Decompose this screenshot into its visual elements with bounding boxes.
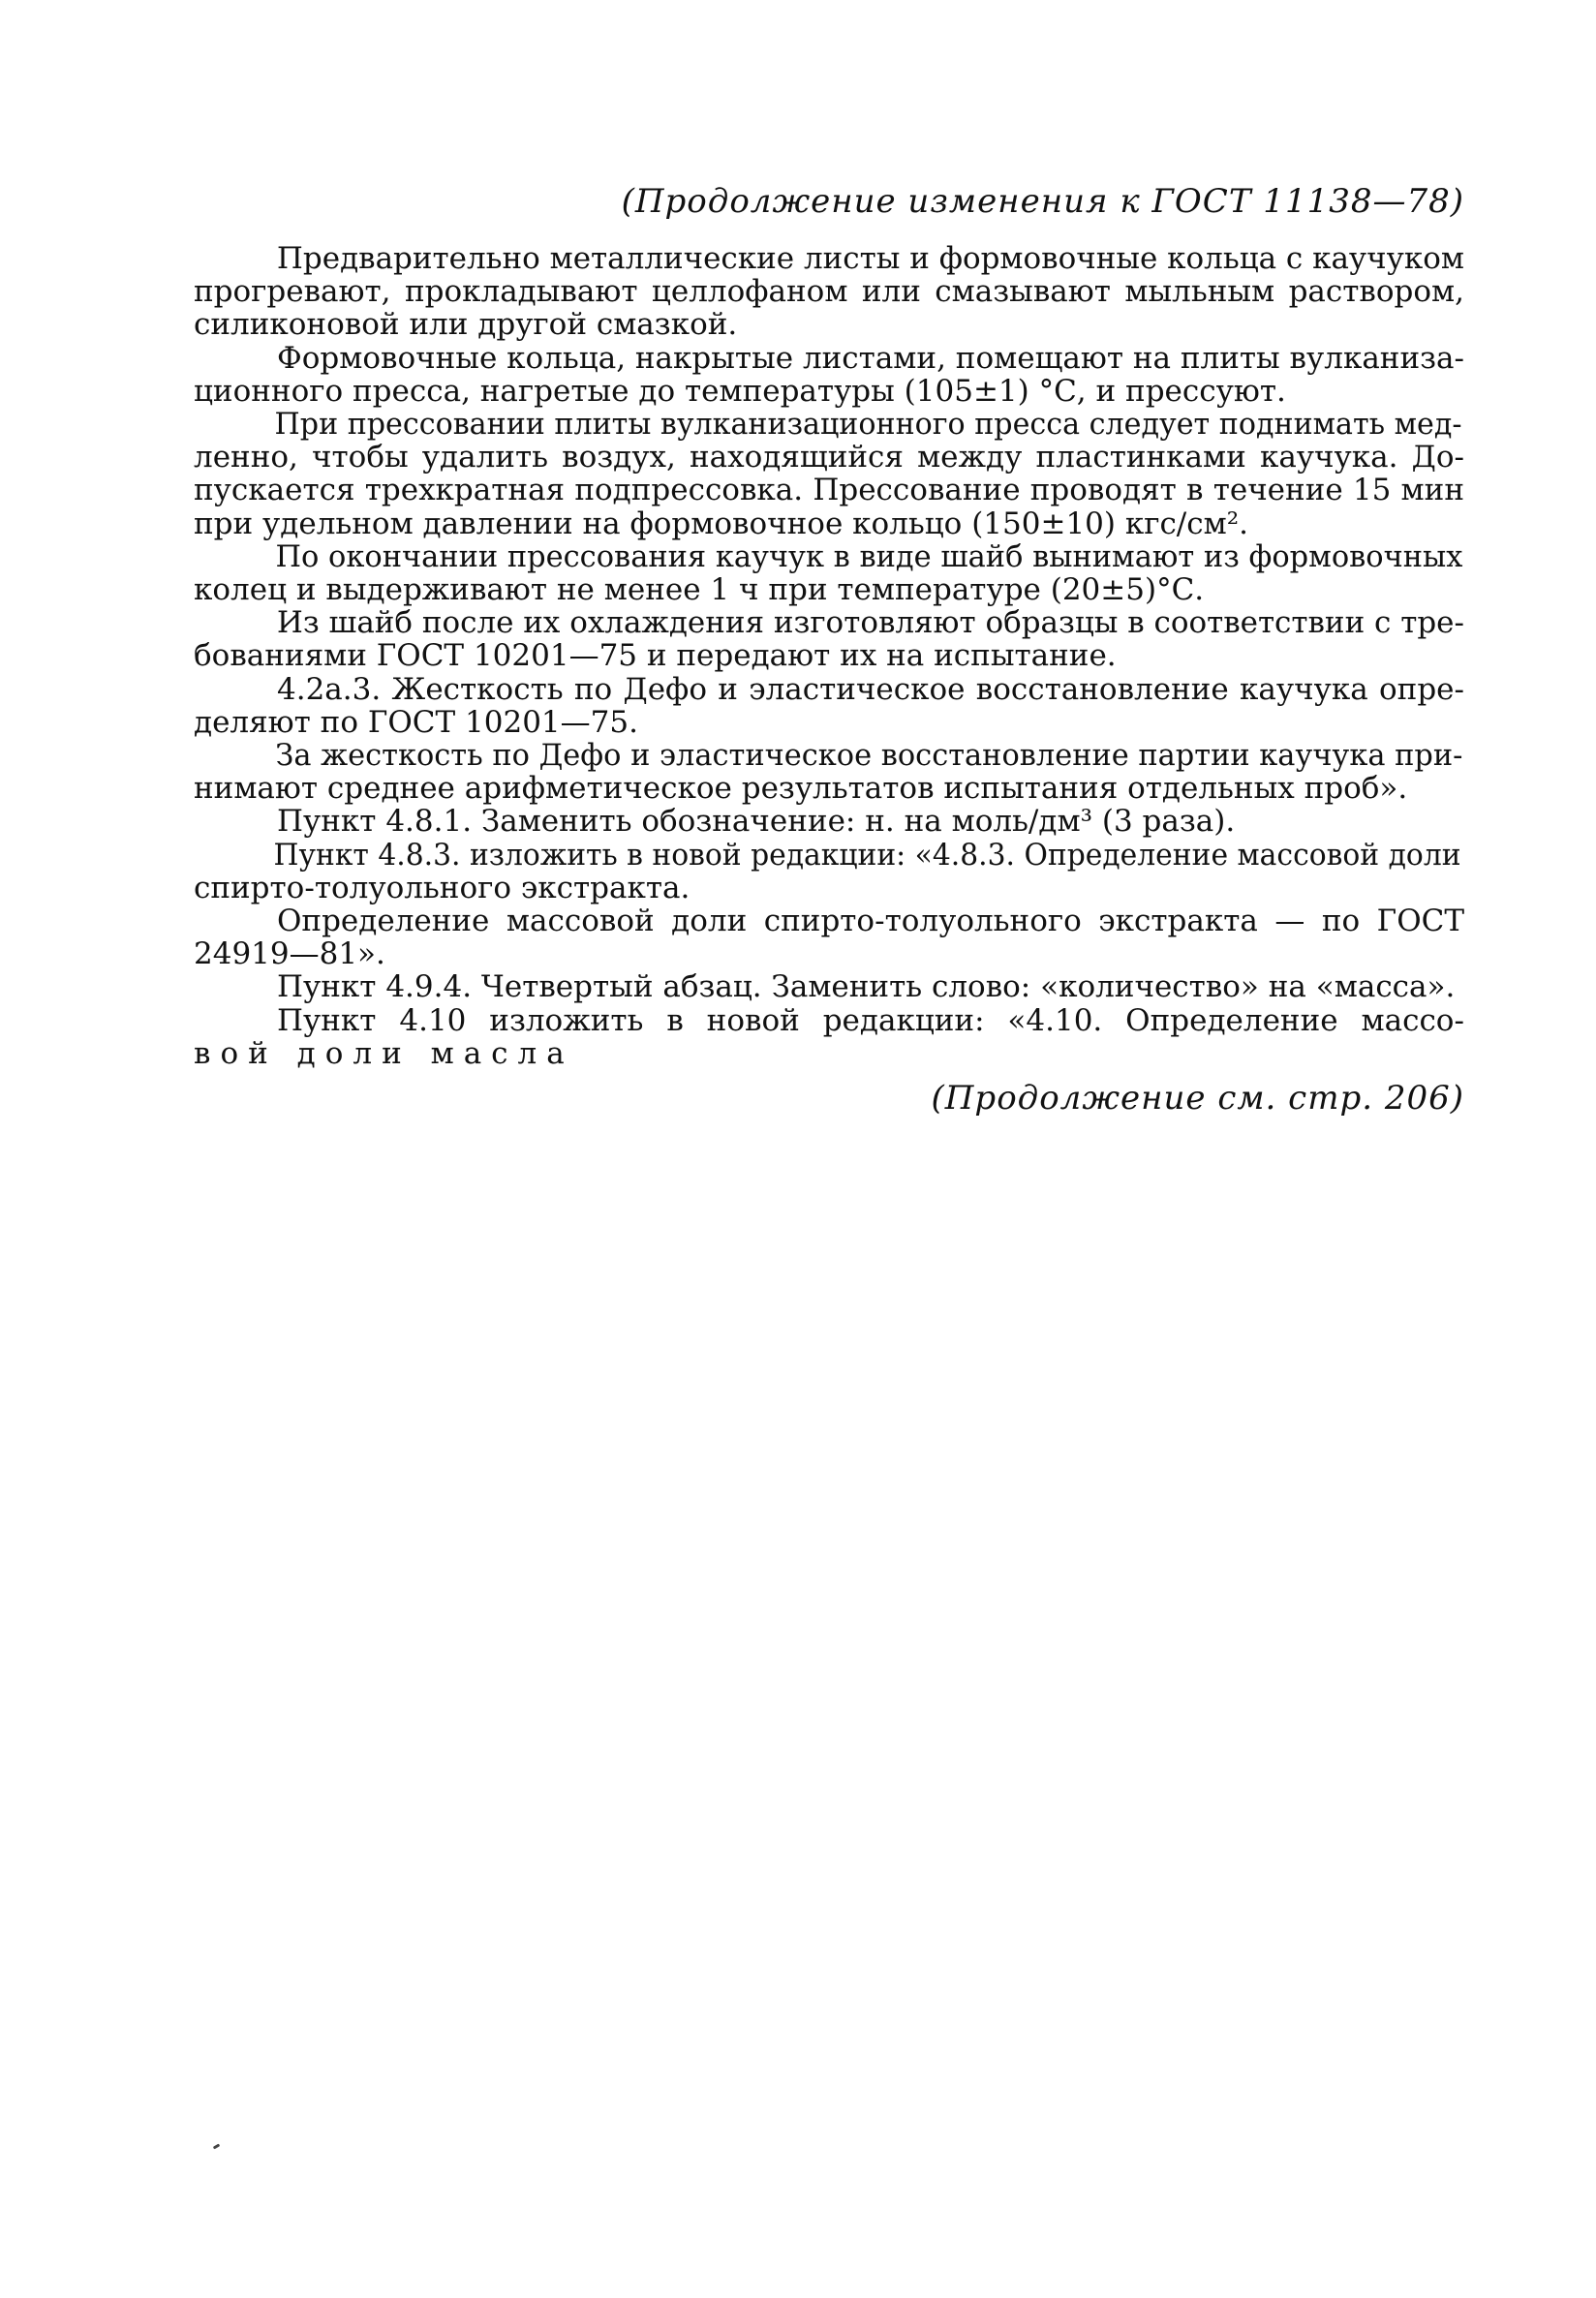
text-line: нимают среднее арифметическое результатов испытания отдельных проб». xyxy=(194,771,1408,807)
text-line: спирто-толуольного экстракта. xyxy=(194,870,691,905)
text-line: Из шайб после их охлаждения изготовляют образцы в соответствии с тре- xyxy=(276,605,1464,641)
text-line: Пункт 4.9.4. Четвертый абзац. Заменить слово: «количество» на «масса». xyxy=(277,969,1456,1005)
text-line: ционного пресса, нагретые до температуры (105±1) °С, и прессуют. xyxy=(194,373,1286,409)
text-line-spaced: вой доли масла xyxy=(194,1035,574,1071)
text-line: Формовочные кольца, накрытые листами, помещают на плиты вулканиза- xyxy=(277,340,1464,376)
text-line: Пункт 4.8.1. Заменить обозначение: н. на моль/дм³ (3 раза). xyxy=(277,804,1236,840)
text-line: Пункт 4.10 изложить в новой редакции: «4.10. Определение массо- xyxy=(277,1002,1464,1038)
text-line: При прессовании плиты вулканизационного пресса следует поднимать мед- xyxy=(274,407,1462,443)
text-line: пускается трехкратная подпрессовка. Прессование проводят в течение 15 мин xyxy=(194,473,1464,508)
text-line: ленно, чтобы удалить воздух, находящийся между пластинками каучука. До- xyxy=(194,440,1464,475)
continuation-footer: (Продолжение см. стр. 206) xyxy=(931,1079,1464,1118)
text-line: Пункт 4.8.3. изложить в новой редакции: «4.8.3. Определение массовой доли xyxy=(273,837,1461,873)
text-line: За жесткость по Дефо и эластическое восстановление партии каучука при- xyxy=(275,738,1463,774)
scan-speck xyxy=(213,2143,221,2149)
text-line: Предварительно металлические листы и формовочные кольца с каучуком xyxy=(276,241,1464,276)
text-line: 24919—81». xyxy=(194,936,385,972)
continuation-header: (Продолжение изменения к ГОСТ 11138—78) xyxy=(621,182,1464,221)
text-line: бованиями ГОСТ 10201—75 и передают их на испытание. xyxy=(194,638,1117,674)
text-line: прогревают, прокладывают целлофаном или смазывают мыльным раствором, xyxy=(194,274,1464,310)
text-line: 4.2а.3. Жесткость по Дефо и эластическое восстановление каучука опре- xyxy=(277,671,1464,707)
text-line: колец и выдерживают не менее 1 ч при температуре (20±5)°С. xyxy=(194,572,1205,608)
text-line: деляют по ГОСТ 10201—75. xyxy=(194,704,638,740)
text-line: силиконовой или другой смазкой. xyxy=(194,307,738,343)
text-line: при удельном давлении на формовочное кольцо (150±10) кгс/см². xyxy=(194,506,1249,541)
text-line: По окончании прессования каучук в виде шайб вынимают из формовочных xyxy=(275,538,1463,574)
text-line: Определение массовой доли спирто-толуольного экстракта — по ГОСТ xyxy=(277,904,1465,939)
body-text xyxy=(194,242,1464,1070)
